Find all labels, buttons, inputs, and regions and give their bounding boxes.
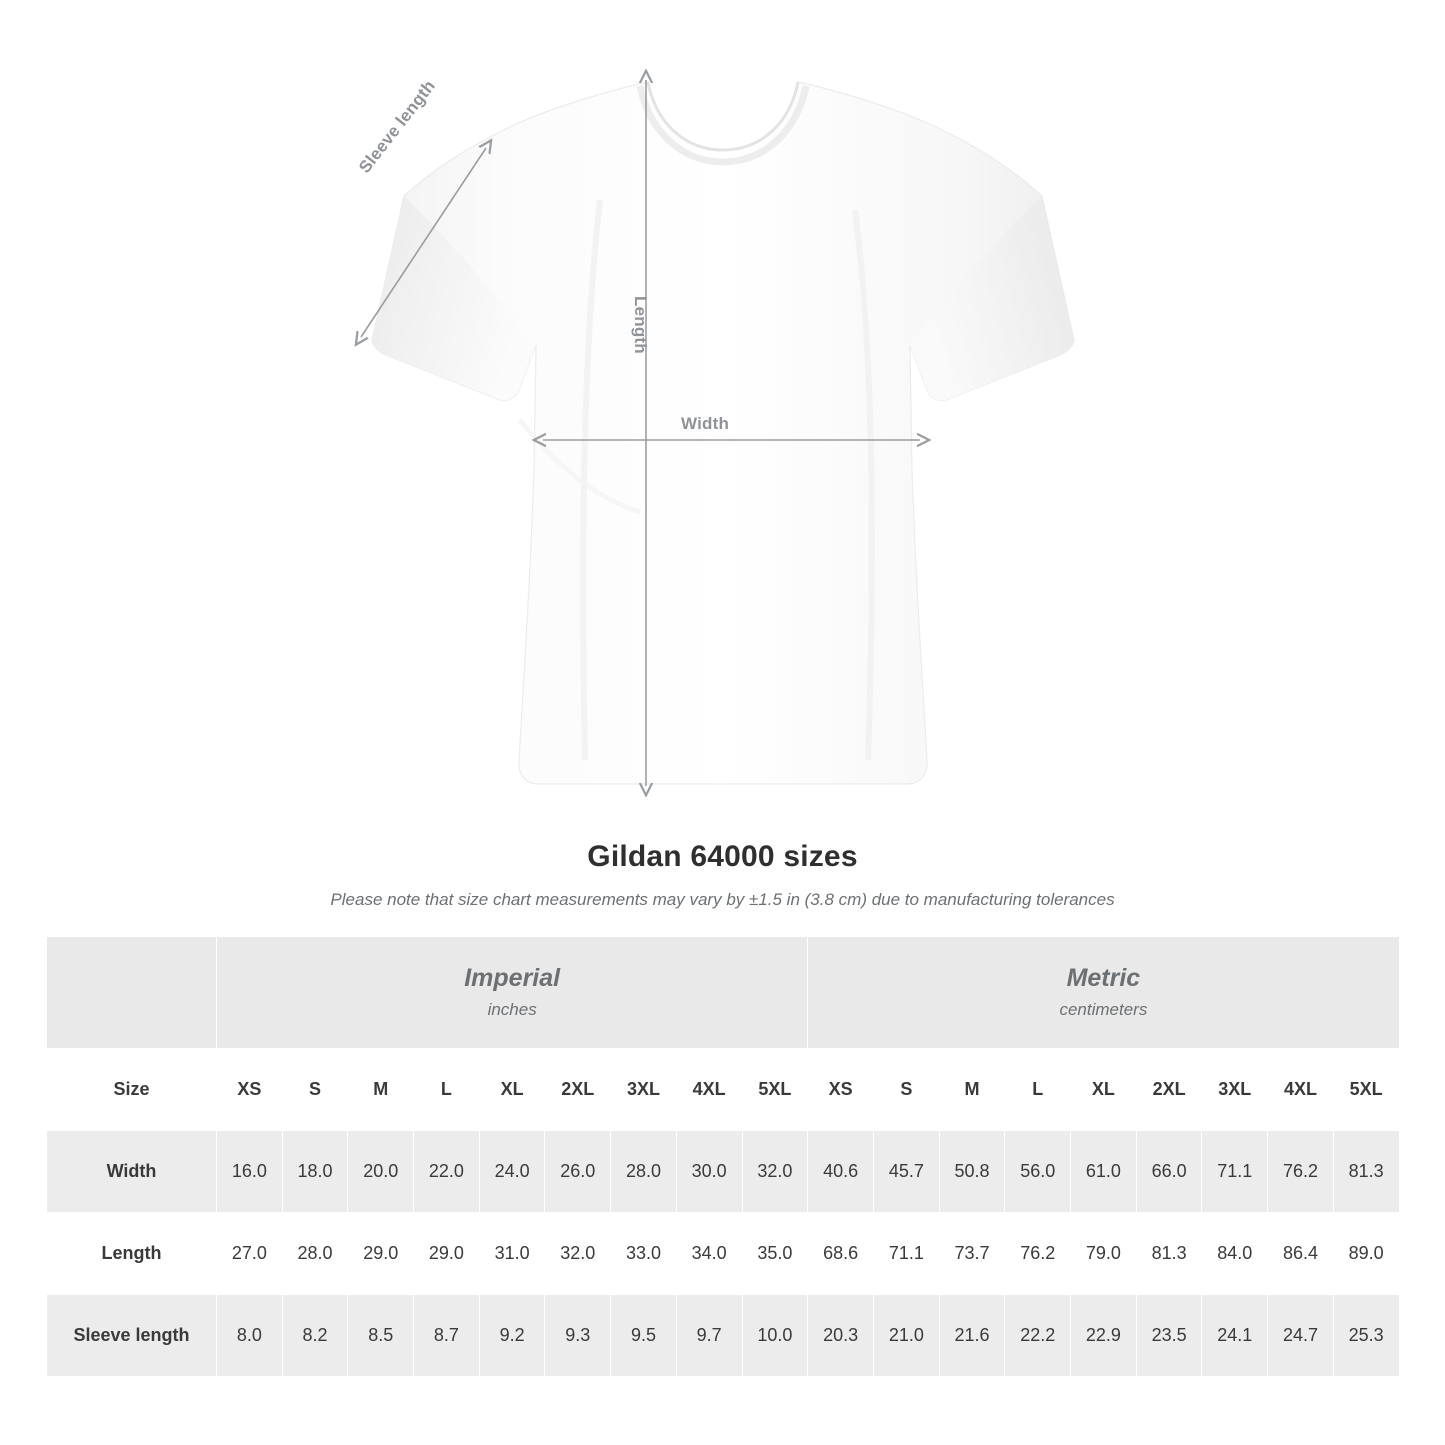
size-cell-2xl-imperial: 2XL [545,1049,611,1131]
length-l-in: 29.0 [414,1213,480,1295]
unit-group-metric-sub: centimeters [1059,1000,1148,1020]
width-s-in: 18.0 [282,1131,348,1213]
unit-header-row [47,937,1400,1049]
width-2xl-in: 26.0 [545,1131,611,1213]
unit-group-imperial [217,937,808,1049]
width-4xl-in: 30.0 [676,1131,742,1213]
sleeve-s-in: 8.2 [282,1295,348,1377]
width-2xl-cm: 66.0 [1136,1131,1202,1213]
sleeve-length-label: Sleeve length [355,76,440,177]
table-row [47,1295,1400,1377]
unit-group-imperial-name: Imperial [464,963,561,992]
table-row [47,1131,1400,1213]
width-3xl-in: 28.0 [611,1131,677,1213]
sleeve-m-in: 8.5 [348,1295,414,1377]
length-xs-in: 27.0 [217,1213,283,1295]
length-3xl-cm: 84.0 [1202,1213,1268,1295]
sleeve-4xl-cm: 24.7 [1268,1295,1334,1377]
size-cell-3xl-imperial: 3XL [611,1049,677,1131]
width-3xl-cm: 71.1 [1202,1131,1268,1213]
length-m-cm: 73.7 [939,1213,1005,1295]
length-s-cm: 71.1 [874,1213,940,1295]
size-cell-xl-metric: XL [1071,1049,1137,1131]
size-cell-l-metric: L [1005,1049,1071,1131]
width-xl-cm: 61.0 [1071,1131,1137,1213]
width-xs-in: 16.0 [217,1131,283,1213]
size-cell-5xl-imperial: 5XL [742,1049,808,1131]
size-cell-m-imperial: M [348,1049,414,1131]
width-5xl-in: 32.0 [742,1131,808,1213]
length-3xl-in: 33.0 [611,1213,677,1295]
length-xl-in: 31.0 [479,1213,545,1295]
size-cell-4xl-metric: 4XL [1268,1049,1334,1131]
title-block [0,840,1445,910]
unit-group-metric-name: Metric [1066,963,1141,992]
size-cell-4xl-imperial: 4XL [676,1049,742,1131]
size-cell-s-metric: S [874,1049,940,1131]
sleeve-5xl-in: 10.0 [742,1295,808,1377]
width-xl-in: 24.0 [479,1131,545,1213]
sleeve-m-cm: 21.6 [939,1295,1005,1377]
size-cell-l-imperial: L [414,1049,480,1131]
size-chart-table [46,936,1400,1377]
width-label: Width [681,414,730,433]
sleeve-5xl-cm: 25.3 [1333,1295,1399,1377]
sleeve-l-in: 8.7 [414,1295,480,1377]
size-cell-2xl-metric: 2XL [1136,1049,1202,1131]
size-cell-xs-metric: XS [808,1049,874,1131]
sleeve-xs-cm: 20.3 [808,1295,874,1377]
width-4xl-cm: 76.2 [1268,1131,1334,1213]
table-row [47,1213,1400,1295]
page-title: Gildan 64000 sizes [587,840,858,873]
row-header-sleeve-length: Sleeve length [47,1295,217,1377]
size-cell-xl-imperial: XL [479,1049,545,1131]
width-s-cm: 45.7 [874,1131,940,1213]
tolerance-note: Please note that size chart measurements may vary by ±1.5 in (3.8 cm) due to manufacturing tolerances [330,890,1115,909]
sleeve-xl-in: 9.2 [479,1295,545,1377]
size-row-header: Size [47,1049,217,1131]
width-l-cm: 56.0 [1005,1131,1071,1213]
size-cell-5xl-metric: 5XL [1333,1049,1399,1131]
unit-group-imperial-sub: inches [487,1000,537,1020]
size-cell-m-metric: M [939,1049,1005,1131]
size-cell-3xl-metric: 3XL [1202,1049,1268,1131]
width-m-in: 20.0 [348,1131,414,1213]
length-4xl-in: 34.0 [676,1213,742,1295]
length-l-cm: 76.2 [1005,1213,1071,1295]
sleeve-2xl-cm: 23.5 [1136,1295,1202,1377]
length-5xl-cm: 89.0 [1333,1213,1399,1295]
sleeve-4xl-in: 9.7 [676,1295,742,1377]
sleeve-2xl-in: 9.3 [545,1295,611,1377]
sleeve-3xl-in: 9.5 [611,1295,677,1377]
sleeve-xl-cm: 22.9 [1071,1295,1137,1377]
row-header-width: Width [47,1131,217,1213]
size-cell-s-imperial: S [282,1049,348,1131]
width-5xl-cm: 81.3 [1333,1131,1399,1213]
sleeve-3xl-cm: 24.1 [1202,1295,1268,1377]
sleeve-s-cm: 21.0 [874,1295,940,1377]
table-corner-cell [47,937,217,1049]
length-5xl-in: 35.0 [742,1213,808,1295]
unit-group-metric [808,937,1399,1049]
width-l-in: 22.0 [414,1131,480,1213]
width-xs-cm: 40.6 [808,1131,874,1213]
size-header-row [47,1049,1400,1131]
size-chart-table-wrapper [46,936,1399,1377]
sleeve-xs-in: 8.0 [217,1295,283,1377]
length-2xl-in: 32.0 [545,1213,611,1295]
size-cell-xs-imperial: XS [217,1049,283,1131]
length-s-in: 28.0 [282,1213,348,1295]
length-label: Length [631,296,650,354]
length-xs-cm: 68.6 [808,1213,874,1295]
row-header-length: Length [47,1213,217,1295]
width-m-cm: 50.8 [939,1131,1005,1213]
length-xl-cm: 79.0 [1071,1213,1137,1295]
length-m-in: 29.0 [348,1213,414,1295]
length-2xl-cm: 81.3 [1136,1213,1202,1295]
sleeve-l-cm: 22.2 [1005,1295,1071,1377]
length-4xl-cm: 86.4 [1268,1213,1334,1295]
